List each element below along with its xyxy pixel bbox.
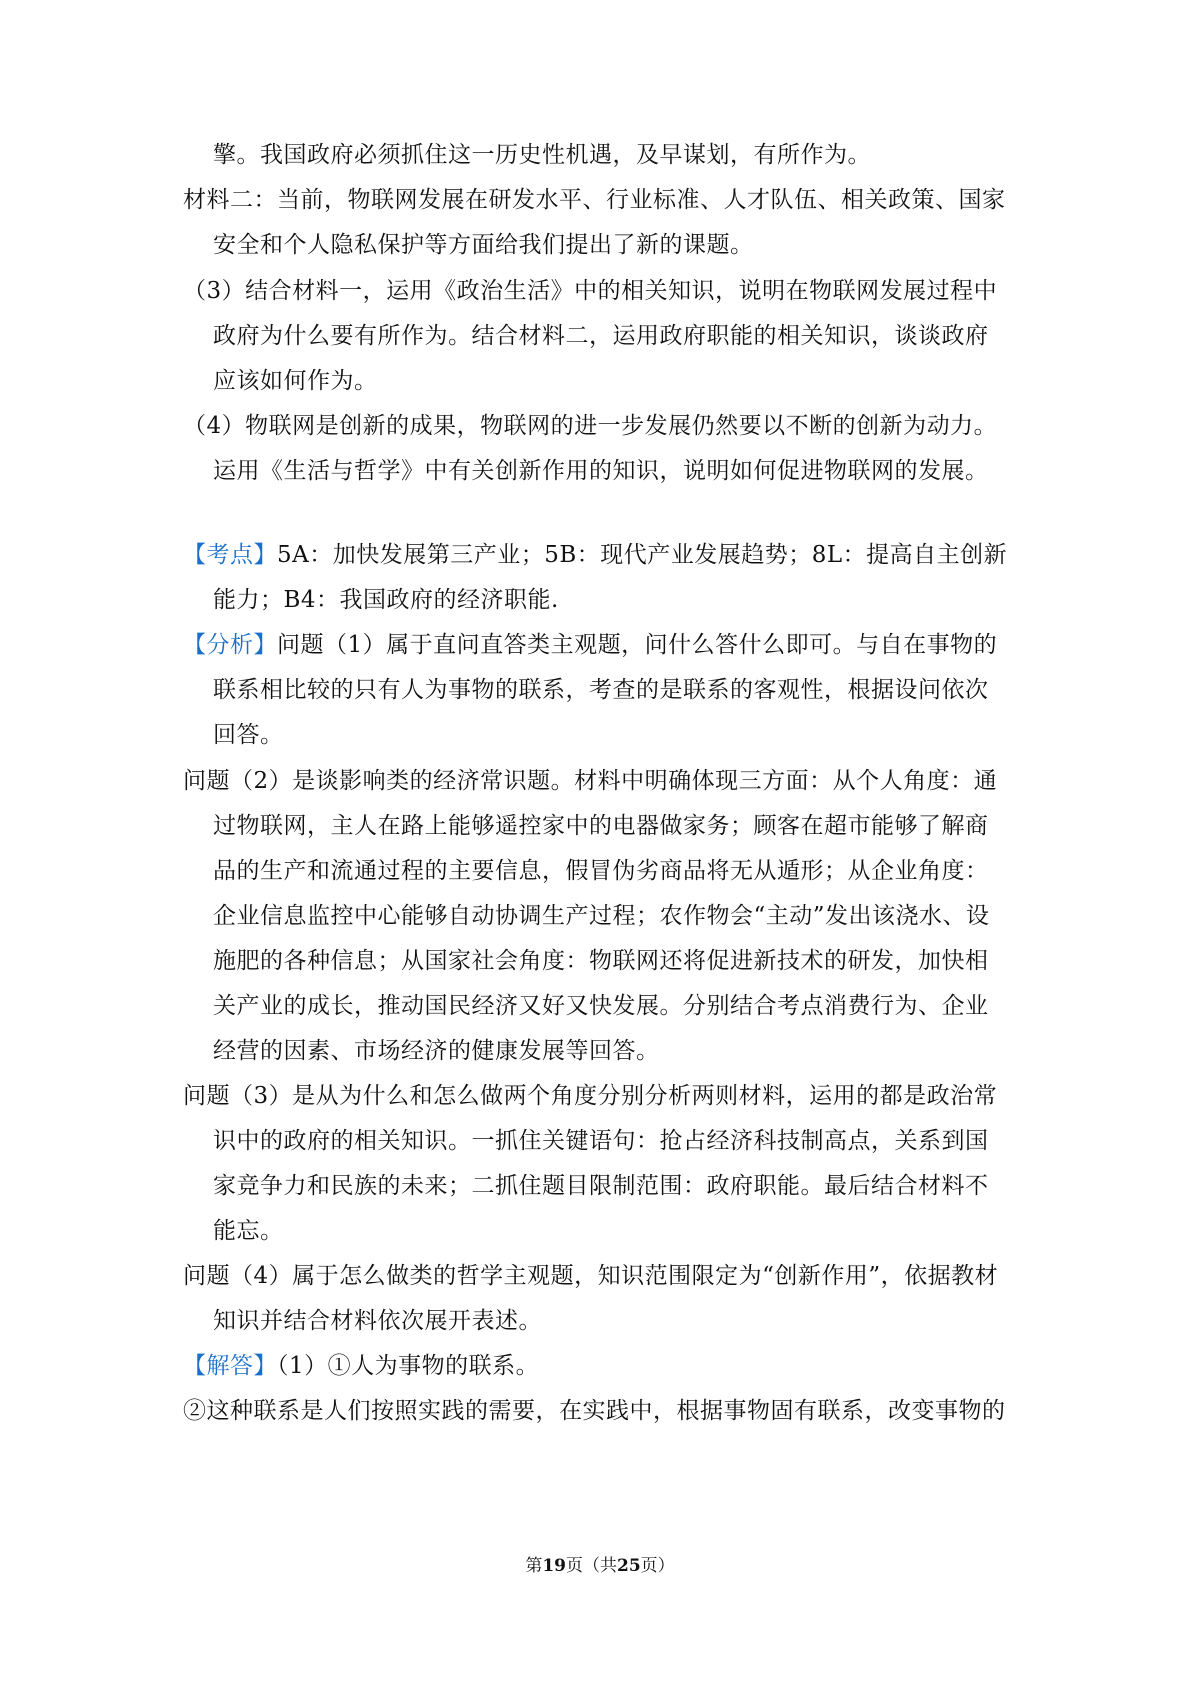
fenxi-line	[183, 630, 997, 660]
fenxi-tag: 【分析】	[183, 632, 277, 658]
page-footer	[0, 1554, 1200, 1578]
jieda-tag: 【解答】	[183, 1353, 277, 1379]
text-line: 回答。	[213, 722, 284, 748]
footer-prefix: 第	[525, 1556, 543, 1576]
text-line: 应该如何作为。	[213, 368, 378, 394]
text-line: 问题（4）属于怎么做类的哲学主观题，知识范围限定为“创新作用”，依据教材	[183, 1263, 999, 1289]
text-line: 施肥的各种信息；从国家社会角度：物联网还将促进新技术的研发，加快相	[213, 948, 989, 974]
text-line: 关产业的成长，推动国民经济又好又快发展。分别结合考点消费行为、企业	[213, 993, 989, 1019]
footer-suffix: 页）	[640, 1556, 675, 1576]
footer-total-pages: 25	[617, 1556, 641, 1576]
text-line: 问题（3）是从为什么和怎么做两个角度分别分析两则材料，运用的都是政治常	[183, 1083, 998, 1109]
text-line: 家竞争力和民族的未来；二抓住题目限制范围：政府职能。最后结合材料不	[213, 1173, 989, 1199]
text-line: 运用《生活与哲学》中有关创新作用的知识，说明如何促进物联网的发展。	[213, 458, 989, 484]
kaodian-tag: 【考点】	[183, 542, 277, 568]
fenxi-text: 问题（1）属于直问直答类主观题，问什么答什么即可。与自在事物的	[277, 632, 998, 658]
kaodian-text: 5A：加快发展第三产业；5B：现代产业发展趋势；8L：提高自主创新	[277, 542, 1008, 568]
text-line: 问题（2）是谈影响类的经济常识题。材料中明确体现三方面：从个人角度：通	[183, 768, 998, 794]
text-line: 知识并结合材料依次展开表述。	[213, 1308, 542, 1334]
question-3-line: （3）结合材料一，运用《政治生活》中的相关知识，说明在物联网发展过程中	[183, 278, 998, 304]
text-line: 联系相比较的只有人为事物的联系，考查的是联系的客观性，根据设问依次	[213, 677, 989, 703]
text-line: 政府为什么要有所作为。结合材料二，运用政府职能的相关知识，谈谈政府	[213, 323, 989, 349]
footer-page-number: 19	[542, 1556, 566, 1576]
kaodian-line	[183, 540, 1007, 570]
text-line: 企业信息监控中心能够自动协调生产过程；农作物会“主动”发出该浇水、设	[213, 903, 990, 929]
text-line: 擎。我国政府必须抓住这一历史性机遇，及早谋划，有所作为。	[213, 142, 871, 168]
text-line: 安全和个人隐私保护等方面给我们提出了新的课题。	[213, 232, 754, 258]
jieda-text: （1）①人为事物的联系。	[277, 1353, 540, 1379]
text-line: 识中的政府的相关知识。一抓住关键语句：抢占经济科技制高点，关系到国	[213, 1128, 989, 1154]
question-4-line: （4）物联网是创新的成果，物联网的进一步发展仍然要以不断的创新为动力。	[183, 413, 998, 439]
text-line: 能忘。	[213, 1218, 284, 1244]
text-line: 过物联网，主人在路上能够遥控家中的电器做家务；顾客在超市能够了解商	[213, 813, 989, 839]
text-line: 经营的因素、市场经济的健康发展等回答。	[213, 1038, 660, 1064]
footer-mid: 页（共	[566, 1556, 617, 1576]
text-line: 能力；B4：我国政府的经济职能.	[213, 587, 559, 613]
text-line: 品的生产和流通过程的主要信息，假冒伪劣商品将无从遁形；从企业角度：	[213, 858, 989, 884]
text-line: 材料二：当前，物联网发展在研发水平、行业标准、人才队伍、相关政策、国家	[183, 187, 1006, 213]
text-line: ②这种联系是人们按照实践的需要，在实践中，根据事物固有联系，改变事物的	[183, 1398, 1006, 1424]
jieda-line	[183, 1351, 539, 1381]
